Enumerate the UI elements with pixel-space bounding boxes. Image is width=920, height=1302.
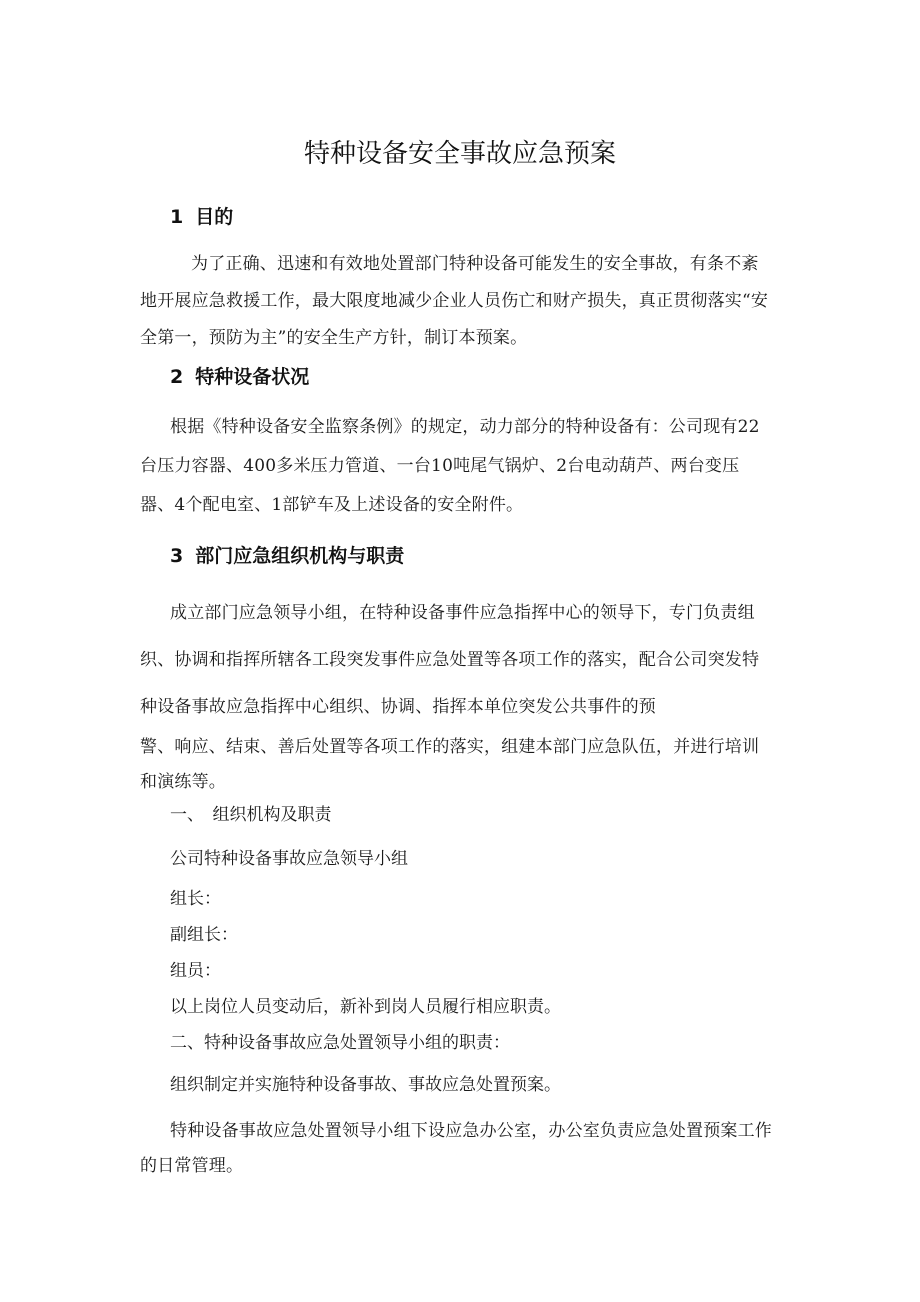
section-2-paragraph: 根据《特种设备安全监察条例》的规定，动力部分的特种设备有：公司现有22台压力容器、400多米压力管道、一台10吨尾气锅炉、2台电动葫芦、两台变压器、4个配电室、1部铲车及上述设备的安全附件。: [140, 417, 760, 515]
duty-item-1: 组织制定并实施特种设备事故、事故应急处置预案。: [170, 1075, 561, 1095]
section-2-number: 2: [170, 366, 184, 388]
document-title: 特种设备安全事故应急预案: [303, 139, 616, 169]
section-3-paragraph-continued: 警、响应、结束、善后处置等各项工作的落实，组建本部门应急队伍，并进行培训和演练等。: [140, 737, 760, 792]
section-3-heading: [170, 542, 404, 570]
section-3-title: 部门应急组织机构与职责: [195, 545, 405, 567]
section-3-number: 3: [170, 545, 184, 567]
section-1-number: 1: [170, 206, 184, 228]
duties-heading: 二、特种设备事故应急处置领导小组的职责：: [170, 1033, 510, 1053]
org-leader-label: 组长：: [170, 889, 221, 909]
org-sub-heading: 一、 组织机构及职责: [170, 805, 332, 825]
org-note: 以上岗位人员变动后，新补到岗人员履行相应职责。: [170, 997, 561, 1017]
org-deputy-label: 副组长：: [170, 925, 238, 945]
section-1-heading: [170, 203, 233, 231]
section-1-paragraph: 为了正确、迅速和有效地处置部门特种设备可能发生的安全事故，有条不紊地开展应急救援工作，最大限度地减少企业人员伤亡和财产损失，真正贯彻落实“安全第一，预防为主”的安全生产方针，制订本预案。: [140, 254, 769, 348]
section-2-heading: [170, 363, 309, 391]
org-group-name: 公司特种设备事故应急领导小组: [170, 849, 408, 869]
section-2-title: 特种设备状况: [195, 366, 310, 388]
section-1-title: 目的: [195, 206, 234, 228]
section-3-paragraph: 成立部门应急领导小组，在特种设备事件应急指挥中心的领导下，专门负责组织、协调和指挥所辖各工段突发事件应急处置等各项工作的落实，配合公司突发特种设备事故应急指挥中心组织、协调、指挥本单位突发公共事件的预: [140, 603, 760, 717]
duty-item-2: 特种设备事故应急处置领导小组下设应急办公室，办公室负责应急处置预案工作的日常管理。: [140, 1121, 772, 1176]
org-member-label: 组员：: [170, 961, 221, 981]
